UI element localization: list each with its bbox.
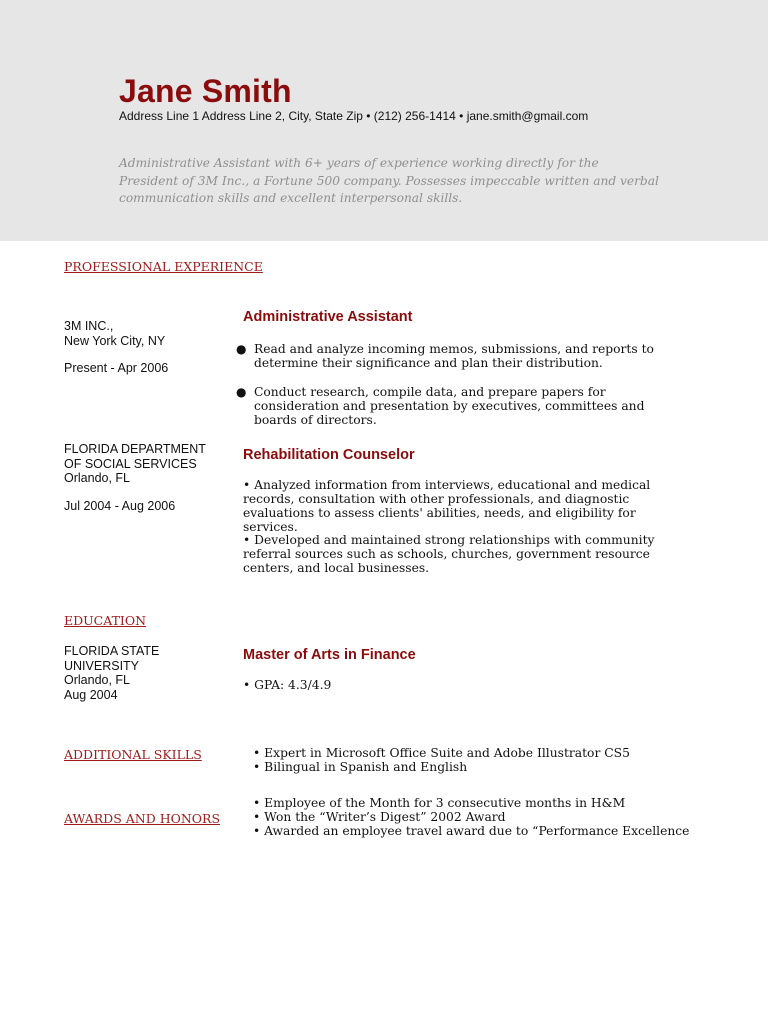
job-2-paragraph-2: • Developed and maintained strong relationships with community referral sources such as schools, churches, government resource centers, and local businesses. [243, 533, 655, 575]
header-banner [0, 0, 768, 241]
education-degree: Master of Arts in Finance [243, 647, 416, 663]
section-title-skills: ADDITIONAL SKILLS [64, 747, 202, 762]
job-2-org [64, 442, 206, 513]
job-1-org [64, 319, 168, 376]
contact-line: Address Line 1 Address Line 2, City, State Zip • (212) 256-1414 • jane.smith@gmail.com [119, 109, 589, 123]
job-2-title: Rehabilitation Counselor [243, 447, 415, 463]
education-school-name-1: FLORIDA STATE [64, 644, 160, 658]
summary-statement: Administrative Assistant with 6+ years of experience working directly for the President of 3M Inc., a Fortune 500 company. Possesses impeccable written and verbal communication skills and excellent interpersonal skills. [119, 156, 659, 205]
job-1-bullets [236, 342, 676, 442]
skill-item-2: • Bilingual in Spanish and English [253, 760, 468, 774]
list-item [236, 385, 676, 427]
job-2-paragraph-1: • Analyzed information from interviews, educational and medical records, consultation with other professionals, and diagnostic evaluations to assess clients' abilities, needs, and eligibility for services. [243, 478, 651, 534]
job-2-dates: Jul 2004 - Aug 2006 [64, 498, 176, 513]
job-1-bullet-1: Read and analyze incoming memos, submissions, and reports to determine their significance and plan their distribution. [254, 342, 654, 370]
bullet-icon: ● [236, 342, 247, 356]
job-1-dates: Present - Apr 2006 [64, 361, 169, 375]
job-1-org-name: 3M INC., [64, 319, 114, 333]
job-1-bullet-2: Conduct research, compile data, and prepare papers for consideration and presentation by executives, committees and boards of directors. [254, 385, 645, 427]
bullet-icon: ● [236, 385, 247, 399]
section-title-experience: PROFESSIONAL EXPERIENCE [64, 259, 263, 274]
education-date: Aug 2004 [64, 687, 118, 702]
skill-item-1: • Expert in Microsoft Office Suite and Adobe Illustrator CS5 [253, 746, 630, 760]
job-1-title: Administrative Assistant [243, 309, 413, 325]
applicant-name: Jane Smith [119, 73, 292, 109]
job-1-org-location: New York City, NY [64, 333, 166, 348]
job-2-org-location: Orlando, FL [64, 471, 131, 485]
award-item-1: • Employee of the Month for 3 consecutive months in H&M [253, 796, 626, 810]
education-location: Orlando, FL [64, 673, 131, 687]
award-item-3: • Awarded an employee travel award due to “Performance Excellence [253, 824, 690, 838]
education-school [64, 644, 159, 702]
section-title-education: EDUCATION [64, 613, 147, 628]
job-2-org-name-2: OF SOCIAL SERVICES [64, 456, 197, 471]
skills-list [253, 746, 723, 774]
awards-list [253, 796, 723, 838]
list-item [236, 342, 676, 370]
education-school-name-2: UNIVERSITY [64, 658, 140, 673]
award-item-2: • Won the “Writer’s Digest” 2002 Award [253, 810, 506, 824]
education-gpa: • GPA: 4.3/4.9 [243, 678, 332, 692]
job-2-org-name-1: FLORIDA DEPARTMENT [64, 442, 206, 456]
section-title-awards: AWARDS AND HONORS [64, 811, 221, 826]
